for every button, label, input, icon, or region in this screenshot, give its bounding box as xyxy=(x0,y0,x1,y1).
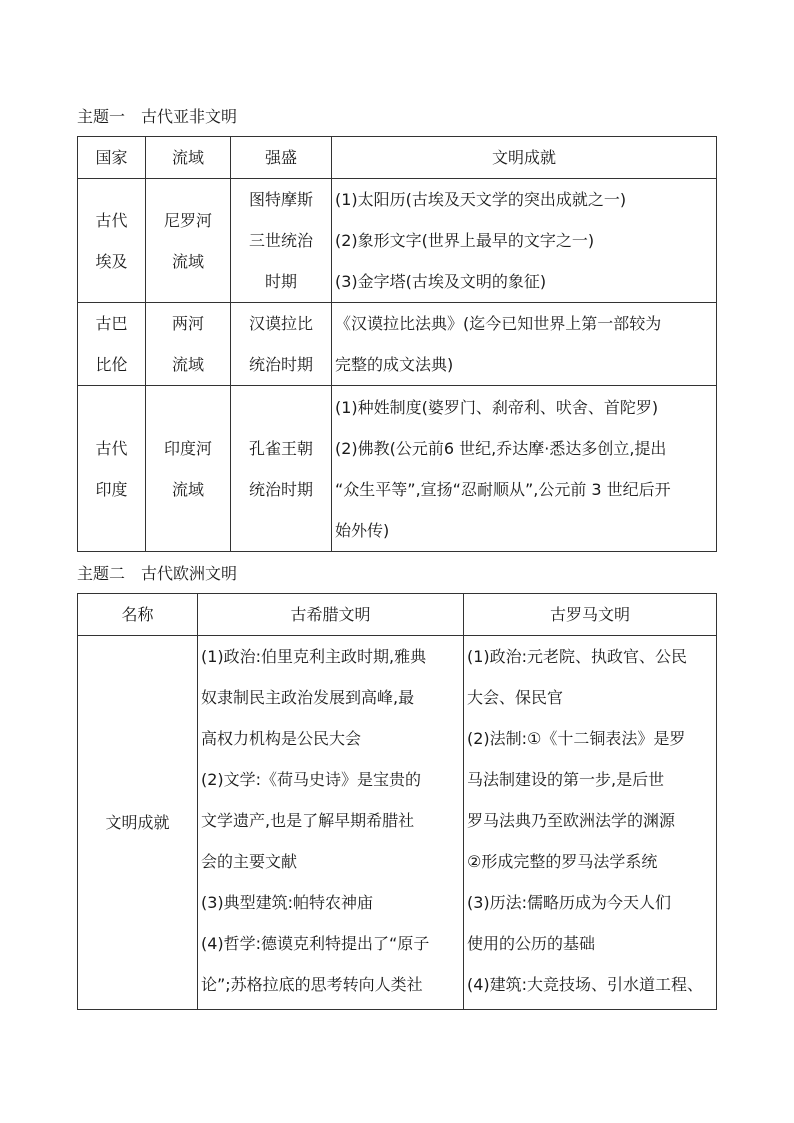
asia-africa-table xyxy=(77,136,717,552)
achievements-cell: (1)太阳历(古埃及天文学的突出成就之一) (2)象形文字(世界上最早的文字之一) (3)金字塔(古埃及文明的象征) xyxy=(332,179,717,303)
header-rome: 古罗马文明 xyxy=(464,594,717,636)
header-peak: 强盛 xyxy=(231,137,332,179)
river-cell: 印度河 流域 xyxy=(146,386,231,552)
header-country: 国家 xyxy=(78,137,146,179)
achievements-cell: (1)种姓制度(婆罗门、刹帝利、吠舍、首陀罗) (2)佛教(公元前6 世纪,乔达摩·悉达多创立,提出 “众生平等”,宣扬“忍耐顺从”,公元前 3 世纪后开 始外传) xyxy=(332,386,717,552)
europe-table xyxy=(77,593,717,1010)
peak-cell: 汉谟拉比 统治时期 xyxy=(231,303,332,386)
river-cell: 尼罗河 流域 xyxy=(146,179,231,303)
country-cell: 古代 埃及 xyxy=(78,179,146,303)
table-row xyxy=(78,636,717,1010)
header-achievements: 文明成就 xyxy=(332,137,717,179)
theme2-heading: 主题二 古代欧洲文明 xyxy=(77,564,238,583)
country-cell: 古巴 比伦 xyxy=(78,303,146,386)
peak-cell: 孔雀王朝 统治时期 xyxy=(231,386,332,552)
river-cell: 两河 流域 xyxy=(146,303,231,386)
peak-cell: 图特摩斯 三世统治 时期 xyxy=(231,179,332,303)
row-label: 文明成就 xyxy=(78,636,198,1010)
table-row xyxy=(78,303,717,386)
theme1-heading: 主题一 古代亚非文明 xyxy=(77,107,238,126)
table-header-row xyxy=(78,594,717,636)
header-river: 流域 xyxy=(146,137,231,179)
header-greece: 古希腊文明 xyxy=(198,594,464,636)
header-name: 名称 xyxy=(78,594,198,636)
table-row xyxy=(78,179,717,303)
greece-achievements-cell: (1)政治:伯里克利主政时期,雅典 奴隶制民主政治发展到高峰,最 高权力机构是公民大会 (2)文学:《荷马史诗》是宝贵的 文学遗产,也是了解早期希腊社 会的主要文献 (3)典型建筑:帕特农神庙 (4)哲学:德谟克利特提出了“原子 论”;苏格拉底的思考转向人类社 xyxy=(198,636,464,1010)
country-cell: 古代 印度 xyxy=(78,386,146,552)
rome-achievements-cell: (1)政治:元老院、执政官、公民 大会、保民官 (2)法制:①《十二铜表法》是罗 马法制建设的第一步,是后世 罗马法典乃至欧洲法学的渊源 ②形成完整的罗马法学系统 (3)历法:儒略历成为今天人们 使用的公历的基础 (4)建筑:大竞技场、引水道工程、 xyxy=(464,636,717,1010)
table-header-row xyxy=(78,137,717,179)
table-row xyxy=(78,386,717,552)
achievements-cell: 《汉谟拉比法典》(迄今已知世界上第一部较为 完整的成文法典) xyxy=(332,303,717,386)
